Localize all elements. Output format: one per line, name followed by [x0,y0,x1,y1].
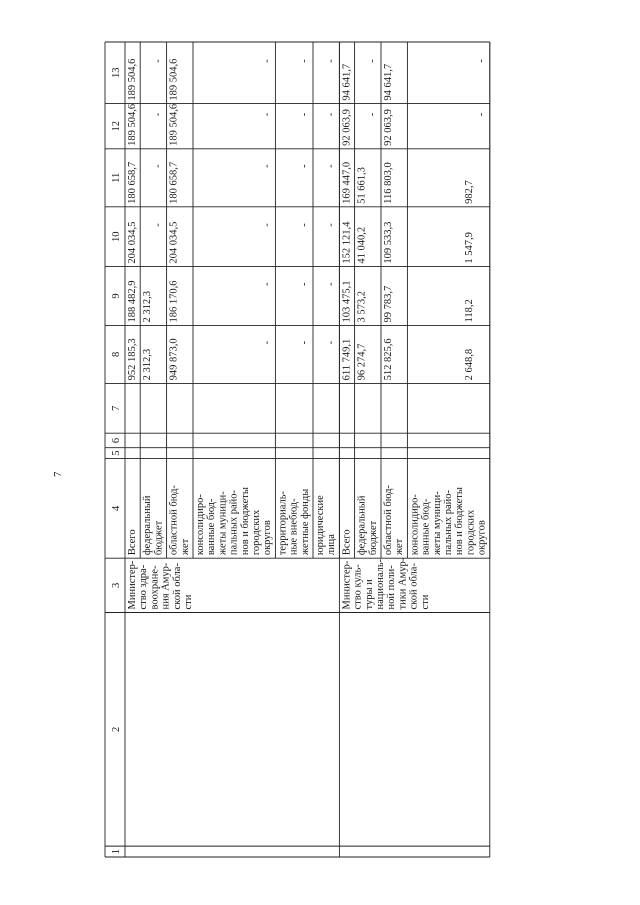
header-cell-5: 5 [111,450,122,456]
executor-text: Министер- [127,560,138,610]
value-cell: 1 547,9 [463,232,475,264]
value-cell: 116 803,0 [383,162,394,204]
page-number: 7 [52,471,64,477]
source-text: юридические [315,495,326,556]
header-cell-7: 7 [111,405,122,411]
source-text: консолидиро- [195,494,206,556]
value-cell: 2 312,3 [142,290,154,323]
value-cell: 188 482,9 [127,280,138,323]
value-cell: - [367,59,378,63]
value-cell: 189 504,6 [127,103,138,146]
source-text: жет [394,538,406,556]
value-cell: 152 121,4 [341,221,353,264]
value-cell: - [299,164,310,168]
value-cell: - [325,282,337,287]
value-cell: - [325,59,337,63]
executor-text: сти [183,594,194,610]
source-text: ные внебюд- [288,498,300,556]
value-cell: 982,7 [463,180,475,204]
value-cell: - [475,112,487,117]
source-text: округов [262,520,274,556]
value-cell: 103 475,1 [341,280,353,323]
executor-text: ной поли- [386,565,398,610]
value-cell: 189 504,6 [168,58,180,101]
value-cell: 169 447,0 [341,161,353,204]
executor-text: ской обла- [171,563,183,610]
header-cell-9: 9 [111,293,122,299]
header-cell-2: 2 [111,726,122,732]
value-cell: 204 034,5 [127,221,138,264]
source-text: городских [251,509,262,556]
source-text: ванные бюд- [206,498,218,556]
source-text: бюджет [367,520,379,556]
value-cell: - [299,282,310,287]
value-cell: 94 641,7 [383,63,394,101]
source-text: областной бюд- [168,485,180,556]
header-cell-8: 8 [111,351,122,358]
source-text: жет [179,538,191,556]
header-cell-11: 11 [111,172,122,183]
value-cell: 41 040,2 [356,226,368,264]
source-text: округов [476,520,488,556]
value-cell: 94 641,7 [341,63,353,101]
value-cell: 118,2 [463,299,475,323]
value-cell: 51 661,3 [356,167,368,204]
executor-text: сти [419,594,431,610]
executor-text: ство здра- [138,564,150,610]
value-cell: - [261,223,273,227]
value-cell: 96 274,7 [356,343,368,381]
header-cell-13: 13 [111,67,122,79]
source-text: бюджет [153,520,165,556]
rotated-table [105,42,490,857]
source-text: жеты муници- [431,491,443,556]
executor-text: ской обла- [408,563,420,610]
source-text: лица [326,534,338,556]
value-cell: - [367,112,378,117]
executor-text: воохране- [149,565,161,610]
value-cell: 2 648,8 [463,348,475,381]
value-cell: - [325,340,337,345]
source-text: пальных райо- [228,489,240,556]
value-cell: - [152,112,164,117]
value-cell: - [325,223,337,227]
source-text: жетные фонды [299,488,311,556]
value-cell: 189 504,6 [168,103,180,146]
value-cell: - [261,59,273,63]
source-text: ванные бюд- [420,498,432,556]
value-cell: - [152,59,164,63]
header-cell-3: 3 [111,582,122,588]
source-text: областной бюд- [383,485,394,556]
value-cell: 949 873,0 [168,338,180,381]
source-text: территориаль- [277,490,289,556]
header-cell-6: 6 [111,437,122,444]
value-cell: 180 658,7 [168,161,180,204]
source-text: федеральный [142,495,154,556]
value-cell: - [299,59,310,63]
value-cell: 92 063,9 [341,109,353,146]
executor-text: туры и [363,579,375,610]
value-cell: 3 573,2 [356,290,368,323]
source-text: городских [465,509,477,556]
value-cell: - [299,112,310,117]
value-cell: - [261,282,273,287]
source-text: федеральный [356,495,368,556]
value-cell: 186 170,6 [168,280,180,323]
value-cell: - [475,59,487,63]
source-text: нов и бюджеты [454,487,466,556]
executor-text: Министер- [341,560,353,610]
value-cell: - [152,223,164,227]
source-text: нов и бюджеты [239,487,251,556]
value-cell: 180 658,7 [127,161,138,204]
value-cell: 204 034,5 [168,221,180,264]
source-text: консолидиро- [409,494,421,556]
header-cell-1: 1 [111,848,122,855]
value-cell: 611 749,1 [341,338,353,381]
value-cell: 512 825,6 [383,338,394,381]
executor-text: националь- [375,558,386,610]
executor-text: ния Амур- [160,562,172,610]
executor-text: ство куль- [352,564,364,610]
header-cell-12: 12 [111,120,122,132]
source-text: пальных райо- [443,489,454,556]
value-cell: - [299,340,310,345]
source-text: Всего [341,529,353,556]
source-text: Всего [127,529,138,556]
value-cell: 2 312,3 [142,348,154,381]
value-cell: - [325,164,337,168]
value-cell: 92 063,9 [383,109,394,146]
value-cell: - [325,112,337,117]
header-cell-4: 4 [111,505,122,511]
value-cell: - [261,340,273,345]
source-text: жеты муници- [217,491,229,556]
value-cell: - [261,112,273,117]
header-cell-10: 10 [111,231,122,242]
value-cell: 109 533,3 [383,221,394,264]
executor-text: тики Амур- [397,557,409,610]
value-cell: - [261,164,273,168]
value-cell: 189 504,6 [127,58,138,101]
value-cell: 99 783,7 [383,285,394,323]
value-cell: - [152,164,164,168]
value-cell: 952 185,3 [127,338,138,381]
value-cell: - [299,223,310,227]
